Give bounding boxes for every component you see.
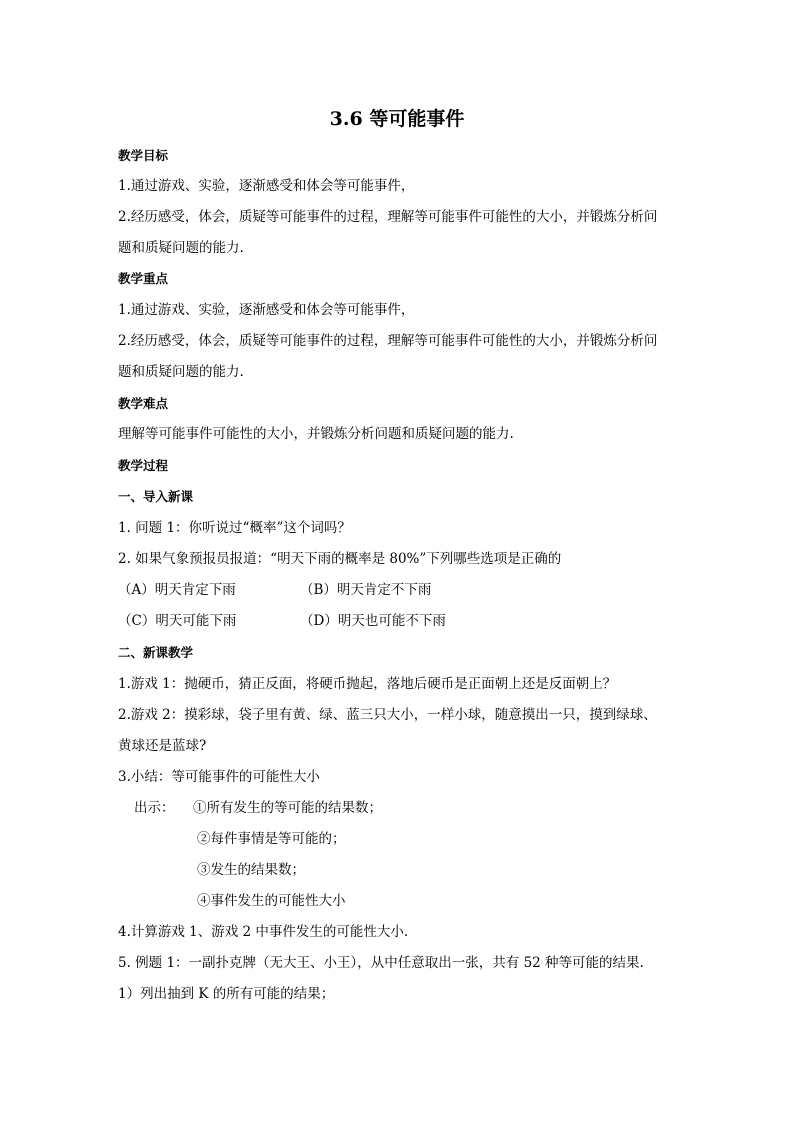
paragraph: 2.游戏 2：摸彩球，袋子里有黄、绿、蓝三只大小，一样小球，随意摸出一只，摸到绿球、 <box>118 707 657 723</box>
option-c: （C）明天可能下雨 <box>118 613 237 629</box>
section-heading-new-lesson: 二、新课教学 <box>118 645 194 660</box>
list-item: ①所有发生的等可能的结果数； <box>193 800 382 816</box>
paragraph: 4.计算游戏 1、游戏 2 中事件发生的可能性大小. <box>118 924 409 940</box>
paragraph: 2.经历感受，体会，质疑等可能事件的过程，理解等可能事件可能性的大小，并锻炼分析问 <box>118 333 658 349</box>
list-item: ②每件事情是等可能的； <box>197 831 346 847</box>
paragraph: 1.通过游戏、实验，逐渐感受和体会等可能事件， <box>118 302 415 318</box>
section-heading-intro: 一、导入新课 <box>118 489 194 504</box>
heading-objectives: 教学目标 <box>118 148 169 163</box>
heading-difficulties: 教学难点 <box>118 396 169 411</box>
paragraph: 1）列出抽到 K 的所有可能的结果； <box>118 986 335 1002</box>
paragraph: 2. 如果气象预报员报道：“明天下雨的概率是 80%”下列哪些选项是正确的 <box>118 551 562 567</box>
paragraph: 黄球还是蓝球? <box>118 738 207 754</box>
list-item: ④事件发生的可能性大小 <box>197 893 346 909</box>
paragraph: 2.经历感受，体会，质疑等可能事件的过程，理解等可能事件可能性的大小，并锻炼分析问 <box>118 209 658 225</box>
heading-key-points: 教学重点 <box>118 271 169 286</box>
paragraph: 题和质疑问题的能力. <box>118 364 244 380</box>
option-b: （B）明天肯定不下雨 <box>300 582 432 598</box>
paragraph: 题和质疑问题的能力. <box>118 240 244 256</box>
paragraph: 1.游戏 1：抛硬币，猜正反面，将硬币抛起，落地后硬币是正面朝上还是反面朝上？ <box>118 676 617 692</box>
paragraph: 理解等可能事件可能性的大小，并锻炼分析问题和质疑问题的能力. <box>118 426 514 442</box>
list-item: ③发生的结果数； <box>197 862 305 878</box>
option-a: （A）明天肯定下雨 <box>118 582 236 598</box>
heading-process: 教学过程 <box>118 458 169 473</box>
option-d: （D）明天也可能不下雨 <box>300 613 446 629</box>
paragraph: 5. 例题 1：一副扑克牌（无大王、小王），从中任意取出一张，共有 52 种等可能的结果. <box>118 955 644 971</box>
show-label: 出示： <box>134 800 175 816</box>
paragraph: 1. 问题 1：你听说过“概率”这个词吗？ <box>118 520 351 536</box>
page-title: 3.6 等可能事件 <box>329 108 465 130</box>
paragraph: 1.通过游戏、实验，逐渐感受和体会等可能事件， <box>118 178 415 194</box>
paragraph: 3.小结：等可能事件的可能性大小 <box>118 769 320 785</box>
